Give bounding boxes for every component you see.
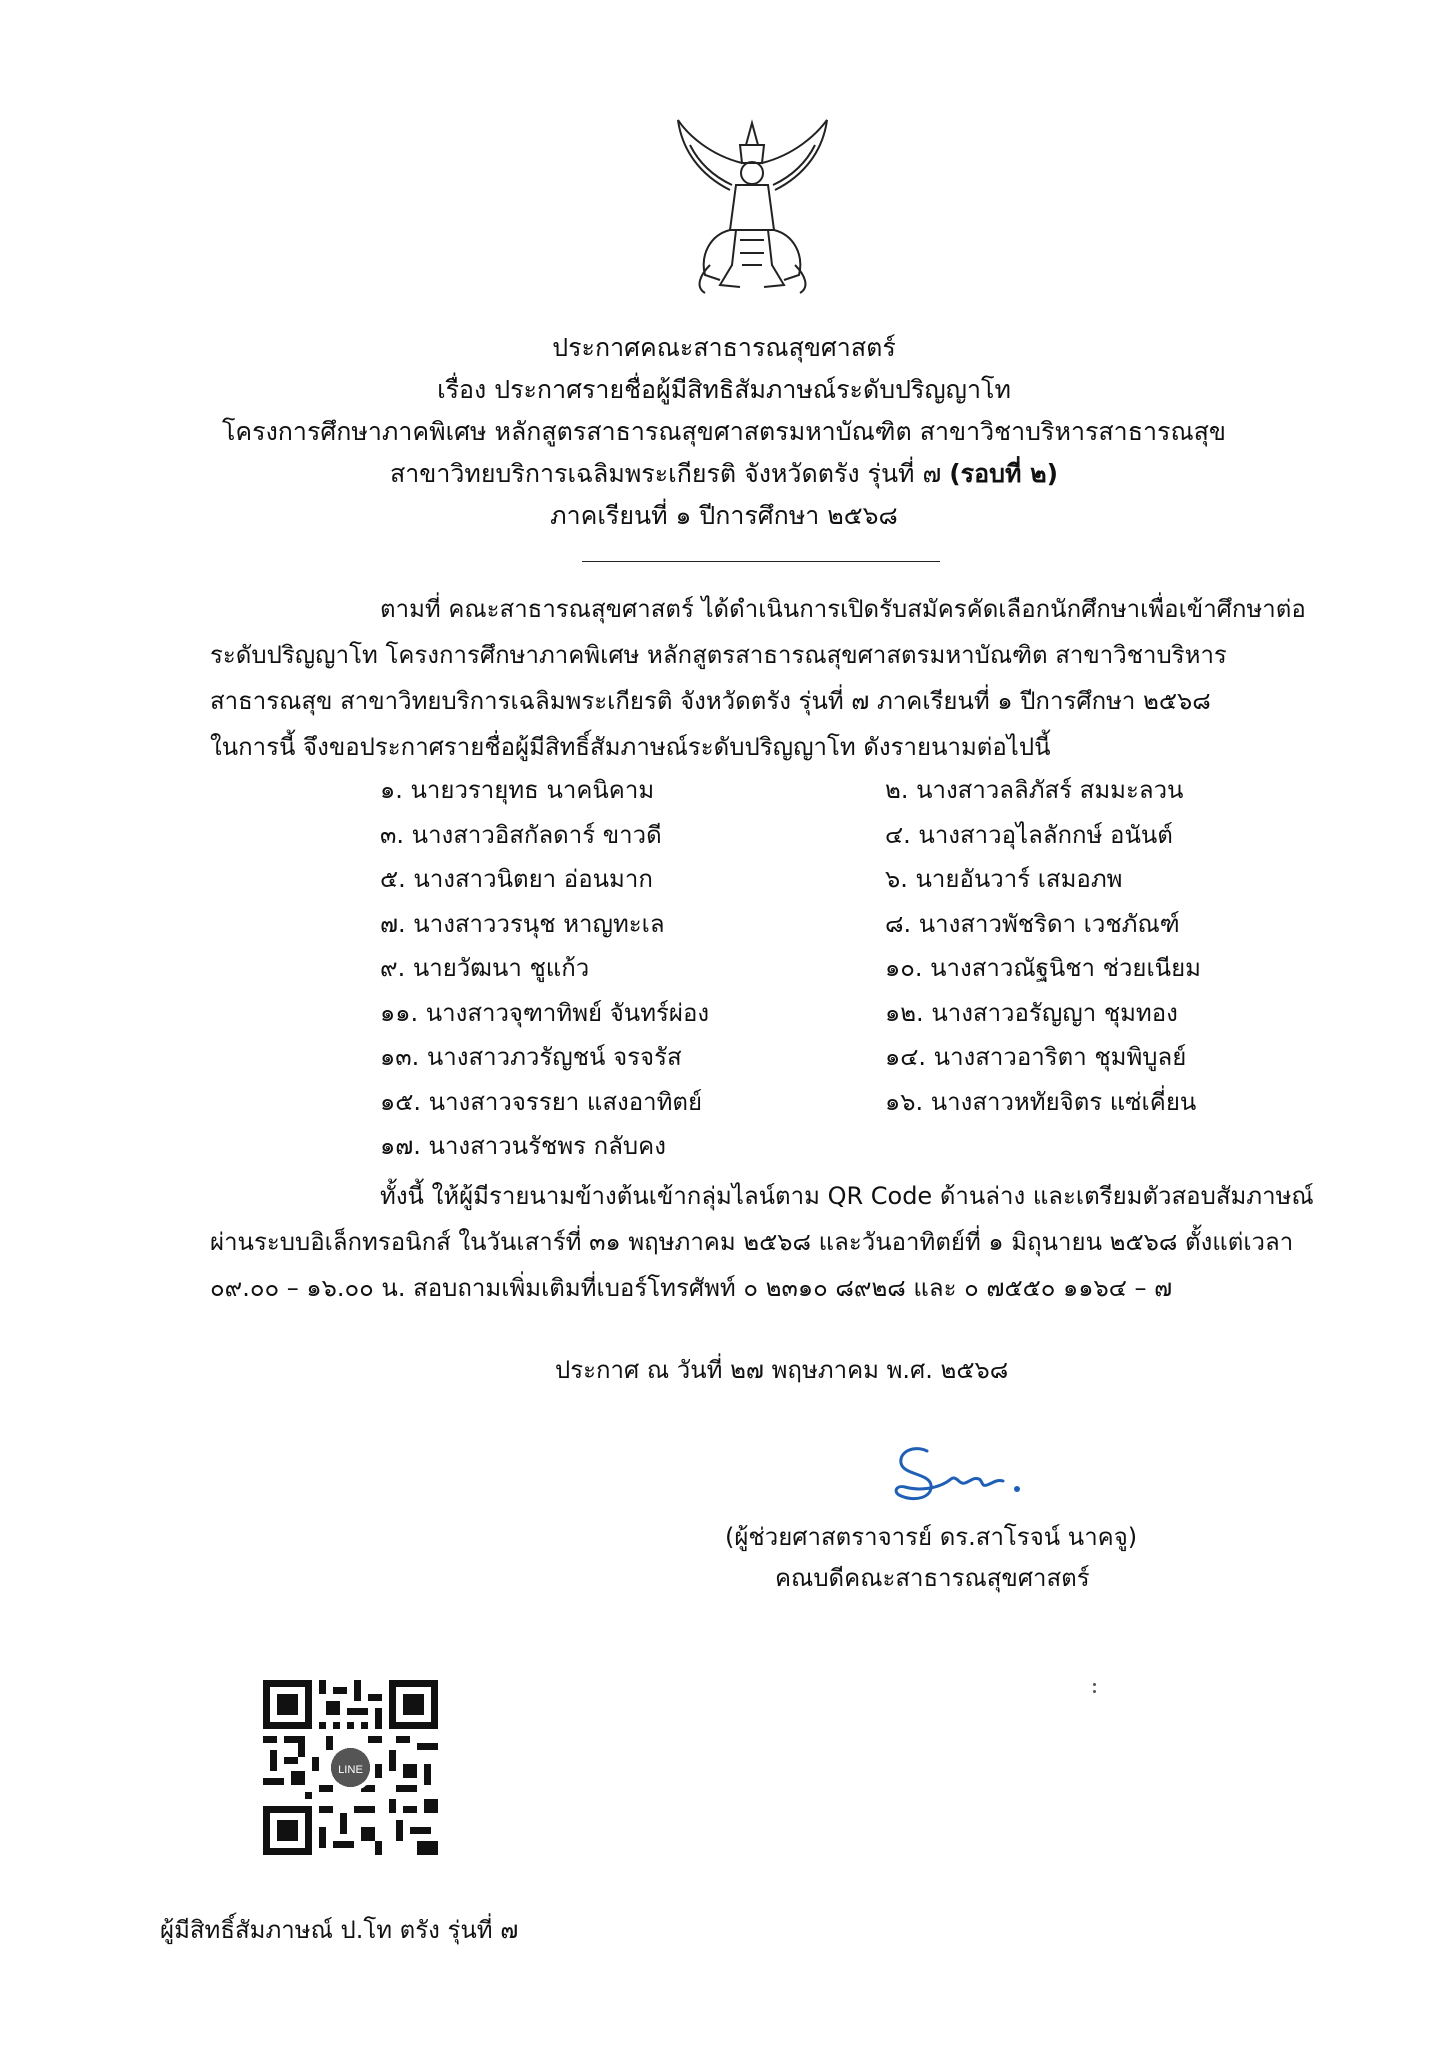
announcement-date: ประกาศ ณ วันที่ ๒๗ พฤษภาคม พ.ศ. ๒๕๖๘ — [555, 1356, 1009, 1384]
announcement-program: โครงการศึกษาภาคพิเศษ หลักสูตรสาธารณสุขศาสตรมหาบัณฑิต สาขาวิชาบริหารสาธารณสุข — [222, 417, 1226, 446]
candidate-row — [380, 813, 1280, 858]
line-badge-label: LINE — [338, 1764, 363, 1777]
header-divider — [582, 561, 940, 562]
notice-line: ทั้งนี้ ให้ผู้มีรายนามข้างต้นเข้ากลุ่มไลน์ตาม QR Code ด้านล่าง และเตรียมตัวสอบสัมภาษณ์ — [380, 1182, 1314, 1210]
intro-line: สาธารณสุข สาขาวิทยบริการเฉลิมพระเกียรติ จังหวัดตรัง รุ่นที่ ๗ ภาคเรียนที่ ๑ ปีการศึกษา ๒๕๖๘ — [210, 687, 1211, 715]
candidate-name: ๖. นายอันวาร์ เสมอภพ — [885, 865, 1123, 893]
candidate-row — [380, 902, 1280, 947]
candidate-name: ๓. นางสาวอิสกัลดาร์ ขาวดี — [380, 820, 662, 849]
garuda-emblem-icon — [670, 115, 835, 300]
signer-name: (ผู้ช่วยศาสตราจารย์ ดร.สาโรจน์ นาคจู) — [725, 1523, 1138, 1551]
candidate-name: ๗. นางสาววรนุช หาญทะเล — [380, 909, 665, 938]
candidate-name: ๑๒. นางสาวอรัญญา ชุมทอง — [885, 998, 1178, 1027]
announcement-semester: ภาคเรียนที่ ๑ ปีการศึกษา ๒๕๖๘ — [550, 501, 898, 530]
candidate-name: ๑๑. นางสาวจุฑาทิพย์ จันทร์ผ่อง — [380, 998, 710, 1027]
qr-caption: ผู้มีสิทธิ์สัมภาษณ์ ป.โท ตรัง รุ่นที่ ๗ — [160, 1916, 519, 1944]
notice-paragraph — [210, 1173, 1320, 1311]
candidate-row — [380, 991, 1280, 1036]
intro-paragraph — [210, 586, 1320, 770]
candidate-name: ๑๗. นางสาวนรัชพร กลับคง — [380, 1132, 666, 1160]
candidate-row — [380, 1080, 1280, 1125]
candidate-name: ๑๕. นางสาวจรรยา แสงอาทิตย์ — [380, 1087, 703, 1116]
line-group-qr-code[interactable] — [263, 1680, 438, 1855]
candidate-name: ๘. นางสาวพัชริดา เวชภัณฑ์ — [885, 909, 1180, 938]
candidate-name: ๑๐. นางสาวณัฐนิชา ช่วยเนียม — [885, 954, 1201, 982]
candidate-row — [380, 857, 1280, 902]
notice-line: ๐๙.๐๐ – ๑๖.๐๐ น. สอบถามเพิ่มเติมที่เบอร์โทรศัพท์ ๐ ๒๓๑๐ ๘๙๒๘ และ ๐ ๗๕๕๐ ๑๑๖๔ – ๗ — [210, 1274, 1173, 1302]
candidate-name: ๔. นางสาวอุไลลักกษ์ อนันต์ — [885, 820, 1173, 849]
candidate-row — [380, 1035, 1280, 1080]
intro-line: ในการนี้ จึงขอประกาศรายชื่อผู้มีสิทธิ์สัมภาษณ์ระดับปริญญาโท ดังรายนามต่อไปนี้ — [210, 733, 1051, 761]
candidate-row — [380, 768, 1280, 813]
candidate-name: ๑๓. นางสาวภวรัญชน์ จรจรัส — [380, 1043, 682, 1071]
scan-speck — [1093, 1690, 1096, 1693]
intro-line: ระดับปริญญาโท โครงการศึกษาภาคพิเศษ หลักสูตรสาธารณสุขศาสตรมหาบัณฑิต สาขาวิชาบริหาร — [210, 641, 1227, 669]
candidate-name: ๑. นายวรายุทธ นาคนิคาม — [380, 776, 655, 804]
candidate-row — [380, 1124, 1280, 1169]
intro-line: ตามที่ คณะสาธารณสุขศาสตร์ ได้ดำเนินการเปิดรับสมัครคัดเลือกนักศึกษาเพื่อเข้าศึกษาต่อ — [380, 595, 1306, 623]
scan-speck — [1093, 1683, 1096, 1686]
candidate-name: ๕. นางสาวนิตยา อ่อนมาก — [380, 865, 653, 893]
round-label: (รอบที่ ๒) — [949, 459, 1059, 488]
announcement-issuer: ประกาศคณะสาธารณสุขศาสตร์ — [552, 333, 896, 362]
candidate-row — [380, 946, 1280, 991]
candidate-name: ๑๔. นางสาวอาริตา ชุมพิบูลย์ — [885, 1043, 1187, 1071]
signature-image — [885, 1433, 1035, 1513]
signer-title: คณบดีคณะสาธารณสุขศาสตร์ — [775, 1564, 1090, 1592]
candidate-name: ๑๖. นางสาวหทัยจิตร แซ่เคี่ยน — [885, 1087, 1197, 1116]
candidate-name: ๙. นายวัฒนา ชูแก้ว — [380, 954, 590, 982]
announcement-branch — [0, 454, 1448, 494]
notice-line: ผ่านระบบอิเล็กทรอนิกส์ ในวันเสาร์ที่ ๓๑ พฤษภาคม ๒๕๖๘ และวันอาทิตย์ที่ ๑ มิถุนายน ๒๕๖๘ ตั้งแต่เวลา — [210, 1228, 1294, 1256]
branch-text: สาขาวิทยบริการเฉลิมพระเกียรติ จังหวัดตรัง รุ่นที่ ๗ — [389, 459, 950, 488]
candidate-list — [380, 768, 1280, 1169]
announcement-subject: เรื่อง ประกาศรายชื่อผู้มีสิทธิสัมภาษณ์ระดับปริญญาโท — [437, 375, 1011, 404]
candidate-name: ๒. นางสาวลลิภัสร์ สมมะลวน — [885, 776, 1184, 804]
